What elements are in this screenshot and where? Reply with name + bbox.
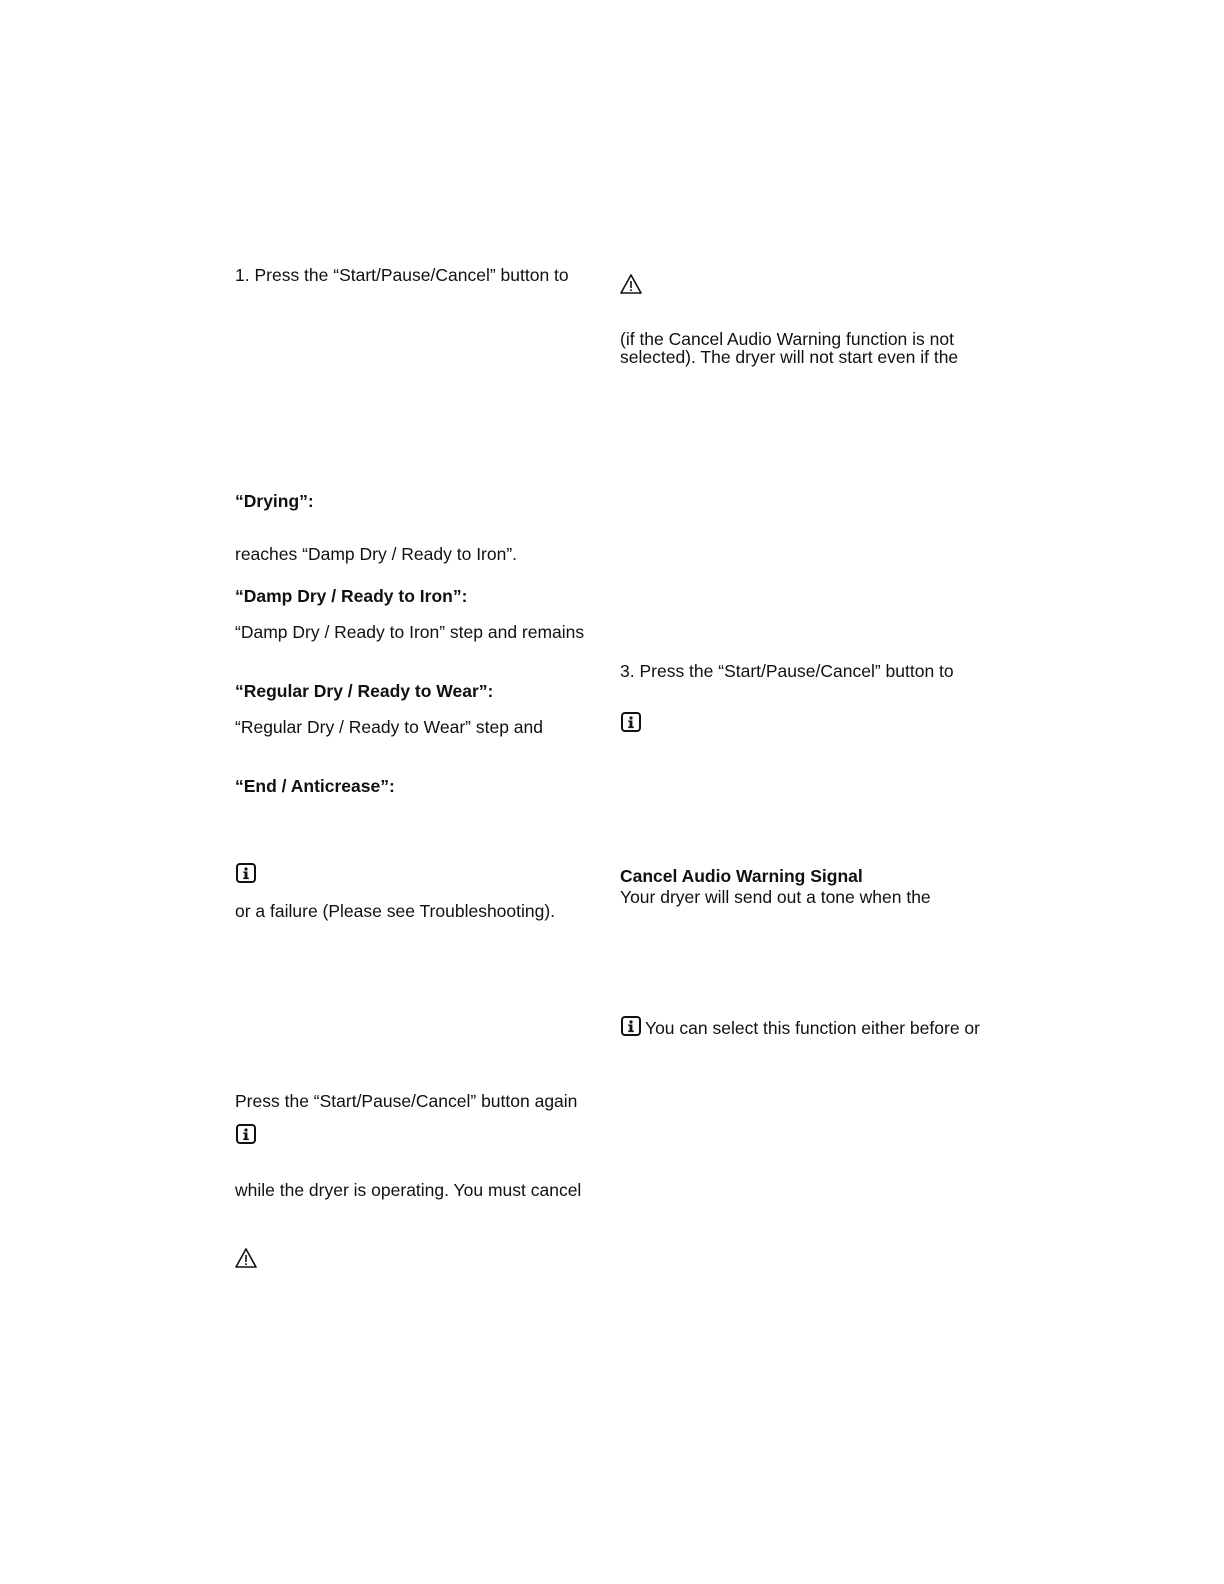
step-1-text: 1. Press the “Start/Pause/Cancel” button to bbox=[235, 265, 569, 285]
regular-dry-heading: “Regular Dry / Ready to Wear”: bbox=[235, 681, 494, 701]
cancel-audio-heading: Cancel Audio Warning Signal bbox=[620, 866, 863, 886]
damp-dry-heading: “Damp Dry / Ready to Iron”: bbox=[235, 586, 468, 606]
info-icon bbox=[620, 711, 642, 733]
cancel-warning-line-1: (if the Cancel Audio Warning function is not bbox=[620, 329, 954, 349]
cancel-audio-text: Your dryer will send out a tone when the bbox=[620, 887, 931, 907]
operating-text: while the dryer is operating. You must cancel bbox=[235, 1180, 582, 1200]
warning-triangle-icon bbox=[235, 1247, 257, 1269]
info-icon bbox=[235, 1123, 257, 1145]
failure-text: or a failure (Please see Troubleshooting). bbox=[235, 901, 556, 921]
warning-triangle-icon bbox=[620, 273, 642, 295]
select-function-text: You can select this function either before or bbox=[645, 1018, 980, 1038]
press-again-text: Press the “Start/Pause/Cancel” button again bbox=[235, 1091, 578, 1111]
damp-dry-text: “Damp Dry / Ready to Iron” step and remains bbox=[235, 622, 585, 642]
info-icon bbox=[235, 862, 257, 884]
info-icon bbox=[620, 1015, 642, 1037]
drying-heading: “Drying”: bbox=[235, 491, 314, 511]
drying-text: reaches “Damp Dry / Ready to Iron”. bbox=[235, 544, 518, 564]
cancel-warning-line-2: selected). The dryer will not start even if the bbox=[620, 347, 959, 367]
step-3-text: 3. Press the “Start/Pause/Cancel” button to bbox=[620, 661, 954, 681]
end-anticrease-heading: “End / Anticrease”: bbox=[235, 776, 395, 796]
regular-dry-text: “Regular Dry / Ready to Wear” step and bbox=[235, 717, 544, 737]
